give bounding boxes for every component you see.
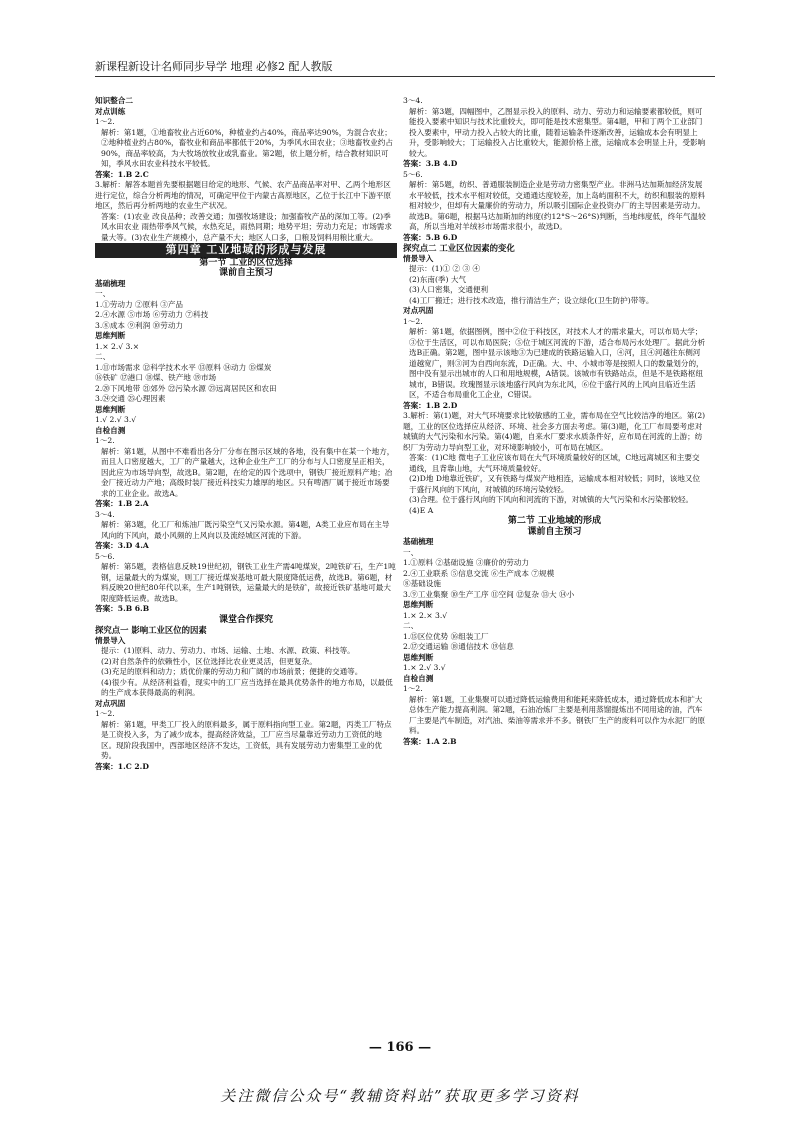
answer-line: 1.√ 2.√ 3.√ <box>95 415 137 424</box>
tip-text: (4)很少有。从经济利益看，现实中的工厂应当选择在最具优势条件的地方布局，以最低的生产成本获得最高的利润。 <box>101 677 393 697</box>
section-title: 第一节 工业的区位选择 <box>199 257 293 268</box>
heading-think: 思维判断 <box>95 331 126 340</box>
question-range: 1～2. <box>95 117 115 126</box>
analysis-text: 3.解析：第(1)题，对大气环境要求比较敏感的工业，需布局在空气比较洁净的地区。第(2)题，工业的区位选择应从经济、环境、社会多方面去考虑。第(3)题，化工厂布局要考虑对城镇的大气污染和水污染。第(4)题，自来水厂要求水质条件好，应布局在河流的上游；纺织厂为劳动力导向型工业，对环境影响较小，可布局在城区。 <box>403 411 706 452</box>
tip-text: 提示：(1)原料、动力、劳动力、市场、运输、土地、水源、政策、科技等。 <box>101 646 355 655</box>
answer-line: 2.⑳下风地带 ㉑郊外 ㉒污染水源 ㉓远离居民区和农田 <box>95 383 277 393</box>
page-header: 新课程新设计名师同步导学 地理 必修2 配人教版 <box>95 58 715 77</box>
answer-line: 2.⑰交通运输 ⑱通信技术 ⑲信息 <box>403 642 514 651</box>
answer-line: 2.④工业联系 ⑤信息交流 ⑥生产成本 ⑦规模 <box>403 568 555 578</box>
page-number: — 166 — <box>368 1040 432 1055</box>
answer-line: 1.⑪市场需求 ⑫科学技术水平 ⑬原料 ⑭动力 ⑮煤炭 <box>95 362 272 372</box>
heading-self: 自检自测 <box>95 425 126 435</box>
question-range: 1～2. <box>403 684 423 693</box>
question-range: 1～2. <box>95 436 115 445</box>
heading-consolidate: 对点巩固 <box>95 698 126 708</box>
answer-text: (3)合理。位于盛行风向的下风向和河流的下游，对城镇的大气污染和水污染都较轻。 <box>409 495 694 504</box>
analysis-text: 解析：第1题，依据图例，图中②位于科技区，对技术人才的需求量大，可以布局大学；③位于生活区，可以布局医院；⑤位于城区河流的下游，适合布局污水处理厂。据此分析选B正确。第2题，图中显示该地③为已建成的铁路运输入口，④河，且④河越往东侧河道越宽广，则③河为自西向东流，D正确。大、中、小城市等是按照人口的数量划分的，图中没有显示出城市的人口和用地规模，A错误。该城市有铁路站点，但是不是铁路枢纽城市，B错误。玫瑰图显示该地盛行风向为东北风，⑥位于盛行风的上风向且临近生活区，不适合布局重化工企业，C错误。 <box>409 327 706 399</box>
analysis-text: 解析：第1题，甲类工厂投入的原料最多，属于原料指向型工业。第2题，丙类工厂特点是工资投入多，为了减少成本，提高经济效益，工厂应当尽量靠近劳动力工资低的地区。现阶段我国中，西部地区经济不发达，工资低，具有发展劳动力密集型工业的优势。 <box>101 719 392 760</box>
answer-line: 3.⑧成本 ⑨利润 ⑩劳动力 <box>95 320 184 330</box>
question-range: 1～2. <box>95 709 115 718</box>
heading-think: 思维判断 <box>403 600 434 609</box>
answer-line: 1.× 2.√ 3.× <box>95 341 140 351</box>
question-range: 1～2. <box>403 316 423 326</box>
list-marker: 一、 <box>403 547 419 557</box>
tip-text: (3)人口密集，交通便利 <box>409 285 489 294</box>
subsection-title: 课前自主预习 <box>527 526 582 537</box>
question-range: 3～4. <box>95 509 115 519</box>
right-column <box>403 96 706 1131</box>
analysis-text: 解析：第1题，①地畜牧业占近60%，种植业约占40%，商品率达90%，为混合农业；②地种植业约占80%，畜牧业和商品率都低于20%，为季风水田农业；③地畜牧业约占90%，商品率较高，为大牧场放牧业或乳畜业。第2题，依上题分析，结合教材知识可知，季风水田农业科技水平较低。 <box>101 127 393 168</box>
heading-basic: 基础梳理 <box>403 537 434 546</box>
answer-text: 答案：5.B 6.D <box>403 232 458 242</box>
question-range: 3～4. <box>403 96 423 105</box>
heading-basic: 基础梳理 <box>95 278 126 288</box>
heading-self: 自检自测 <box>403 673 434 683</box>
answer-line: 2.④水源 ⑤市场 ⑥劳动力 ⑦科技 <box>95 310 209 319</box>
list-marker: 二、 <box>95 352 111 361</box>
tip-text: 提示：(1)① ② ③ ④ <box>409 264 481 273</box>
answer-line: 3.㉔交通 ㉕心理因素 <box>95 394 166 403</box>
answer-line: 3.⑨工业集聚 ⑩生产工序 ⑪空间 ⑫复杂 ⑬大 ⑭小 <box>403 589 575 599</box>
answer-text: 答案：1.B 2.A <box>95 499 149 508</box>
answer-text: 答案：1.C 2.D <box>95 761 149 771</box>
analysis-text: 解析：第1题，工业集聚可以通过降低运输费用和能耗来降低成本，通过降低成本和扩大总体生产能力提高利润。第2题，石油冶炼厂主要是利用蒸馏提炼出不同用途的油，汽车厂主要是汽车制造，对汽油、柴油等需求并不多。钢铁厂生产的废料可以作为水泥厂的原料。 <box>409 694 706 735</box>
analysis-text: 解析：第3题，四幅图中，乙图显示投入的原料、动力、劳动力和运输要素都较低，则可能投入要素中知识与技术比重较大，即可能是技术密集型。第4题，甲和丁两个工业部门投入要素中，甲动力投入占较大的比重，随着运输条件逐渐改善，运输成本会有明显上升，受影响较大；丁运输投入占比重较大，能源价格上涨，运输成本会明显上升，受影响较大。 <box>409 106 706 158</box>
tip-text: (2)东南(季) 大气 <box>409 274 467 284</box>
answer-text: 答案：(1)农业 改良品种；改善交通；加强牧场建设；加强畜牧产品的深加工等。(2)季风水田农业 雨热带季风气候，水热充足，雨热同期；地势平坦；劳动力充足；市场需求量大等。(3)农业生产规模小，总产量不大；地区人口多，口粮及饲料用粮比重大。 <box>101 211 392 242</box>
answer-text: 答案：5.B 6.B <box>95 604 150 613</box>
analysis-text: 解析：第5题，表格信息反映19世纪初，钢铁工业生产需4吨煤炭，2吨铁矿石，生产1吨钢，运量最大的为煤炭，则工厂接近煤炭基地可最大限度降低运费，故选B。第6题，材料反映20世纪80年代以来，生产1吨钢铁，运量最大的是铁矿，故接近铁矿基地可最大限度降低运费。故选B。 <box>101 562 396 603</box>
footer-note: 关注微信公众号“教辅资料站”获取更多学习资料 <box>220 1087 580 1105</box>
answer-text: (2)D地 D地靠近铁矿，又有铁路与煤炭产地相连，运输成本相对较低；同时，该地又位于盛行风向的下风向，对城镇的环境污染较轻。 <box>409 474 701 494</box>
analysis-text: 解析：第1题，从图中不难看出各分厂分布在图示区域的各地，没有集中在某一个地方，而且人口密度越大，工厂的产量越大，这种企业生产工厂的分布与人口密度呈正相关，因此应为市场导向型，故选B。第2题，在给定的四个选项中，钢铁厂接近原料产地；冶金厂接近动力产地；高级时装厂接近科技实力雄厚的地区。只有啤酒厂属于接近市场要求的工业企业。故选A。 <box>101 446 395 498</box>
answer-text: (4)E A <box>409 505 434 515</box>
analysis-text: 解析：第3题，化工厂和炼油厂既污染空气又污染水源。第4题，A类工业应布局在主导风向的下风向，最小风频的上风向以及流经城区河流的下游。 <box>101 520 390 540</box>
answer-text: 答案：3.B 4.D <box>403 159 458 168</box>
answer-text: 答案：1.A 2.B <box>403 736 457 746</box>
question-range: 5～6. <box>403 169 423 179</box>
tip-text: (3)充足的原料和动力；质优价廉的劳动力和广阔的市场前景；便捷的交通等。 <box>101 667 363 676</box>
analysis-text: 解析：第5题，纺织、普通服装制造企业是劳动力密集型产业。非洲马达加斯加经济发展水平较低，技术水平相对较低，交通通达度较差，加上岛屿面积不大，纺织和服装的原料相对较少，但却有大量廉价的劳动力，所以吸引国际企业投资办厂的主导因素是劳动力。故选B。第6题，根据马达加斯加的纬度(约12°S～26°S)判断，当地纬度低，终年气温较高，所以当地对羊绒衫市场需求很小，故选D。 <box>409 180 706 231</box>
subsection-title: 课堂合作探究 <box>218 614 273 625</box>
explore-heading: 探究点一 影响工业区位的因素 <box>95 625 207 635</box>
left-column <box>95 96 397 1131</box>
answer-line: ⑯铁矿 ⑰港口 ⑱煤、铁产地 ⑲市场 <box>95 373 217 382</box>
answer-line: 1.①原料 ②基础设施 ③廉价的劳动力 <box>403 558 529 567</box>
section-title: 第二节 工业地域的形成 <box>507 516 602 526</box>
list-marker: 二、 <box>403 621 419 630</box>
answer-text: 答案：1.B 2.D <box>403 400 458 410</box>
answer-line: 1.× 2.√ 3.√ <box>403 663 446 672</box>
answer-line: 1.× 2.× 3.√ <box>403 610 448 620</box>
tip-text: (4)工厂搬迁；进行技术改造，推行清洁生产；设立绿化(卫生防护)带等。 <box>409 295 654 305</box>
answer-line: 1.①劳动力 ②原料 ③产品 <box>95 299 184 309</box>
answer-text: 答案：1.B 2.C <box>95 169 149 179</box>
heading-intro: 情景导入 <box>403 253 434 263</box>
tip-text: (2)对自然条件的依赖性小，区位选择比农业更灵活，但更复杂。 <box>101 656 317 666</box>
chapter-banner: 第四章 工业地域的形成与发展 <box>95 243 397 258</box>
sub-heading: 对点训练 <box>95 106 126 116</box>
subsection-title: 课前自主预习 <box>218 268 273 278</box>
answer-line: ⑧基础设施 <box>403 579 441 588</box>
list-marker: 一、 <box>95 289 111 298</box>
question-range: 5～6. <box>95 551 115 561</box>
heading-think: 思维判断 <box>95 404 126 414</box>
heading-consolidate: 对点巩固 <box>403 306 434 315</box>
section-heading: 知识整合二 <box>95 96 133 105</box>
answer-line: 1.⑮区位优势 ⑯组装工厂 <box>403 631 489 641</box>
answer-text: 答案：(1)C地 微电子工业应该布局在大气环境质量较好的区域，C地远离城区和主要交通线，且背靠山地，大气环境质量较好。 <box>409 453 700 473</box>
analysis-text: 3.解析：解答本题首先要根据题目给定的地形、气候、农产品商品率对甲、乙两个地形区进行定位，综合分析两地的情况，可确定甲位于内蒙古高原地区，乙位于长江中下游平原地区，然后再分析两地的农业生产状况。 <box>95 180 392 210</box>
answer-text: 答案：3.D 4.A <box>95 541 149 550</box>
explore-heading: 探究点二 工业区位因素的变化 <box>403 243 515 253</box>
heading-think: 思维判断 <box>403 652 434 662</box>
heading-intro: 情景导入 <box>95 635 126 645</box>
